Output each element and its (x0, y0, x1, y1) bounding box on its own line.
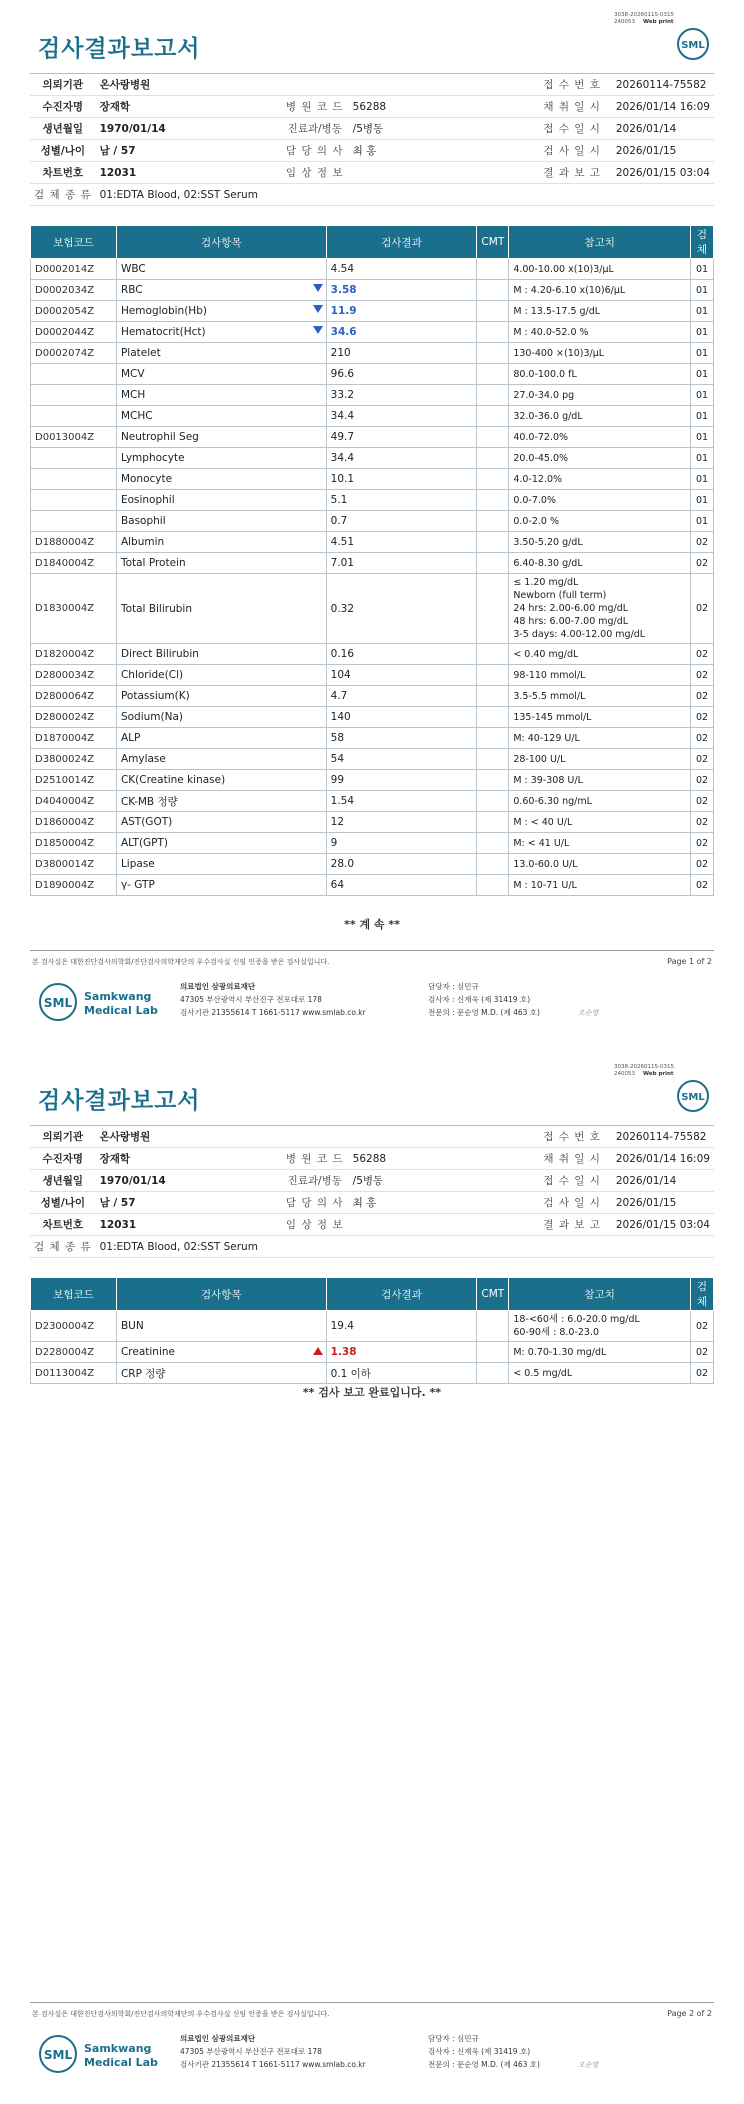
result-cell: 1.54 (326, 791, 477, 812)
cmt-cell (477, 1363, 509, 1384)
staff-info: 담당자 : 심민규 검사자 : 신재욱 (제 31419 호) 전문의 : 문순영 M.D. (제 463 호) (428, 2034, 540, 2069)
header-item: 검사항목 (116, 226, 326, 259)
test-item-cell: Hematocrit(Hct) (116, 322, 326, 343)
svg-text:SML: SML (681, 40, 705, 51)
reference-cell: 4.00-10.00 x(10)3/μL (509, 259, 691, 280)
result-cell: 54 (326, 749, 477, 770)
result-cell: 4.51 (326, 532, 477, 553)
low-flag-icon (313, 326, 323, 334)
reference-cell: 98-110 mmol/L (509, 665, 691, 686)
test-item-cell: ALP (116, 728, 326, 749)
reference-cell: 135-145 mmol/L (509, 707, 691, 728)
reference-cell: M : 39-308 U/L (509, 770, 691, 791)
specimen-cell: 02 (690, 749, 713, 770)
insurance-code-cell (31, 364, 117, 385)
insurance-code-cell: D1830004Z (31, 574, 117, 644)
result-cell: 9 (326, 833, 477, 854)
specimen-cell: 01 (690, 469, 713, 490)
result-cell: 0.32 (326, 574, 477, 644)
cmt-cell (477, 1342, 509, 1363)
specimen-cell: 02 (690, 791, 713, 812)
specimen-cell: 02 (690, 665, 713, 686)
result-cell: 28.0 (326, 854, 477, 875)
result-cell: 49.7 (326, 427, 477, 448)
insurance-code-cell: D0002074Z (31, 343, 117, 364)
samkwang-logo (38, 2032, 158, 2078)
insurance-code-cell: D2800024Z (31, 707, 117, 728)
reference-cell: M : 10-71 U/L (509, 875, 691, 896)
reference-cell: 18-<60세 : 6.0-20.0 mg/dL 60-90세 : 8.0-23.0 (509, 1311, 691, 1342)
table-row (31, 574, 714, 644)
signature: 오순영 (578, 1009, 599, 1017)
table-row (31, 1342, 714, 1363)
cmt-cell (477, 553, 509, 574)
reference-cell: 0.60-6.30 ng/mL (509, 791, 691, 812)
cmt-cell (477, 511, 509, 532)
specimen-cell: 01 (690, 364, 713, 385)
specimen-cell: 01 (690, 385, 713, 406)
result-cell: 12 (326, 812, 477, 833)
result-cell: 33.2 (326, 385, 477, 406)
result-cell: 10.1 (326, 469, 477, 490)
result-cell: 58 (326, 728, 477, 749)
result-cell: 34.6 (326, 322, 477, 343)
low-flag-icon (313, 305, 323, 313)
reference-cell: 13.0-60.0 U/L (509, 854, 691, 875)
test-item-cell: Neutrophil Seg (116, 427, 326, 448)
result-cell: 96.6 (326, 364, 477, 385)
accreditation-note: 본 검사실은 대한진단검사의학회/진단검사의학재단의 우수검사실 신임 인증을 받은 검사실입니다. (32, 958, 330, 966)
result-cell: 104 (326, 665, 477, 686)
specimen-cell: 01 (690, 301, 713, 322)
result-cell: 4.7 (326, 686, 477, 707)
signature: 오순영 (578, 2061, 599, 2069)
specimen-cell: 01 (690, 343, 713, 364)
insurance-code-cell (31, 406, 117, 427)
cmt-cell (477, 770, 509, 791)
cmt-cell (477, 259, 509, 280)
test-item-cell: Chloride(Cl) (116, 665, 326, 686)
table-row (31, 1363, 714, 1384)
header-spec: 검체 (690, 1278, 713, 1311)
table-row (31, 728, 714, 749)
insurance-code-cell (31, 448, 117, 469)
table-row (31, 343, 714, 364)
test-item-cell: BUN (116, 1311, 326, 1342)
patient-info-table: 의뢰기관 온사랑병원 접 수 번 호 20260114-75582 수진자명 장재학 병 원 코 드 56288 채 취 일 시 2026/01/14 16:09 생년월일 1970/01/14 진료과/병동 /5병동 접 수 일 시 2026/01/14 성별/나이 남 / 57 담 당 의 사 최 홍 검 사 일 시 2026/01/15 차트번호 12031 임 상 정 보 결 과 보 고 2026/01/15 03:04 검 체 종 류 01:EDTA Blood, 02:SST Serum (30, 1126, 714, 1258)
header-result: 검사결과 (326, 1278, 477, 1311)
specimen-cell: 02 (690, 1311, 713, 1342)
reference-cell: M : 13.5-17.5 g/dL (509, 301, 691, 322)
table-row (31, 385, 714, 406)
test-item-cell: Eosinophil (116, 490, 326, 511)
header-code: 보험코드 (31, 226, 117, 259)
reference-cell: 32.0-36.0 g/dL (509, 406, 691, 427)
result-cell: 0.16 (326, 644, 477, 665)
result-cell: 0.7 (326, 511, 477, 532)
cmt-cell (477, 875, 509, 896)
table-row (31, 490, 714, 511)
cmt-cell (477, 343, 509, 364)
cmt-cell (477, 644, 509, 665)
cmt-cell (477, 791, 509, 812)
specimen-cell: 02 (690, 812, 713, 833)
test-item-cell: CK(Creatine kinase) (116, 770, 326, 791)
page-number: Page 1 of 2 (667, 957, 712, 966)
cmt-cell (477, 469, 509, 490)
insurance-code-cell: D0113004Z (31, 1363, 117, 1384)
cmt-cell (477, 322, 509, 343)
reference-cell: 4.0-12.0% (509, 469, 691, 490)
test-item-cell: Hemoglobin(Hb) (116, 301, 326, 322)
cmt-cell (477, 854, 509, 875)
table-row (31, 322, 714, 343)
insurance-code-cell (31, 511, 117, 532)
specimen-cell: 02 (690, 574, 713, 644)
specimen-cell: 02 (690, 686, 713, 707)
low-flag-icon (313, 284, 323, 292)
org-info: 의료법인 삼광의료재단 47305 부산광역시 부산진구 전포대로 178 검사기관 21355614 T 1661-5117 www.smlab.co.kr (180, 2034, 366, 2069)
org-info: 의료법인 삼광의료재단 47305 부산광역시 부산진구 전포대로 178 검사기관 21355614 T 1661-5117 www.smlab.co.kr (180, 982, 366, 1017)
test-item-cell: Lipase (116, 854, 326, 875)
insurance-code-cell: D1890004Z (31, 875, 117, 896)
cmt-cell (477, 574, 509, 644)
specimen-cell: 01 (690, 511, 713, 532)
test-item-cell: MCH (116, 385, 326, 406)
test-item-cell: Monocyte (116, 469, 326, 490)
result-cell: 1.38 (326, 1342, 477, 1363)
high-flag-icon (313, 1347, 323, 1355)
cmt-cell (477, 532, 509, 553)
insurance-code-cell: D1840004Z (31, 553, 117, 574)
specimen-cell: 02 (690, 770, 713, 791)
cmt-cell (477, 448, 509, 469)
table-row (31, 833, 714, 854)
result-cell: 11.9 (326, 301, 477, 322)
header-code: 보험코드 (31, 1278, 117, 1311)
cmt-cell (477, 364, 509, 385)
print-code: 3038-20260115-0315 240053 Web print (614, 12, 674, 25)
cmt-cell (477, 406, 509, 427)
insurance-code-cell (31, 469, 117, 490)
reference-cell: 80.0-100.0 fL (509, 364, 691, 385)
cmt-cell (477, 665, 509, 686)
reference-cell: M : 4.20-6.10 x(10)6/μL (509, 280, 691, 301)
specimen-cell: 02 (690, 644, 713, 665)
cmt-cell (477, 707, 509, 728)
reference-cell: 27.0-34.0 pg (509, 385, 691, 406)
report-page-2 (0, 1052, 744, 2104)
reference-cell: M : < 40 U/L (509, 812, 691, 833)
insurance-code-cell: D1880004Z (31, 532, 117, 553)
reference-cell: M: < 41 U/L (509, 833, 691, 854)
specimen-cell: 02 (690, 553, 713, 574)
result-cell: 19.4 (326, 1311, 477, 1342)
svg-text:Medical Lab: Medical Lab (84, 2056, 158, 2069)
svg-text:SML: SML (681, 1092, 705, 1103)
reference-cell: < 0.5 mg/dL (509, 1363, 691, 1384)
reference-cell: 28-100 U/L (509, 749, 691, 770)
insurance-code-cell (31, 385, 117, 406)
test-item-cell: Lymphocyte (116, 448, 326, 469)
table-row (31, 301, 714, 322)
result-cell: 4.54 (326, 259, 477, 280)
reference-cell: M: 40-129 U/L (509, 728, 691, 749)
test-item-cell: γ- GTP (116, 875, 326, 896)
reference-cell: 3.50-5.20 g/dL (509, 532, 691, 553)
specimen-cell: 01 (690, 406, 713, 427)
reference-cell: < 0.40 mg/dL (509, 644, 691, 665)
insurance-code-cell: D2800034Z (31, 665, 117, 686)
test-item-cell: Basophil (116, 511, 326, 532)
cmt-cell (477, 812, 509, 833)
insurance-code-cell: D0002014Z (31, 259, 117, 280)
table-row (31, 686, 714, 707)
test-item-cell: Albumin (116, 532, 326, 553)
reference-cell: M: 0.70-1.30 mg/dL (509, 1342, 691, 1363)
table-row (31, 707, 714, 728)
insurance-code-cell (31, 490, 117, 511)
reference-cell: 0.0-7.0% (509, 490, 691, 511)
specimen-cell: 02 (690, 1363, 713, 1384)
insurance-code-cell: D2510014Z (31, 770, 117, 791)
specimen-cell: 02 (690, 875, 713, 896)
header-result: 검사결과 (326, 226, 477, 259)
specimen-cell: 01 (690, 280, 713, 301)
svg-text:Samkwang: Samkwang (84, 990, 152, 1003)
result-cell: 3.58 (326, 280, 477, 301)
result-cell: 140 (326, 707, 477, 728)
table-row (31, 770, 714, 791)
table-row (31, 1311, 714, 1342)
continued-label: ** 계 속 ** (344, 918, 400, 931)
test-item-cell: MCHC (116, 406, 326, 427)
result-cell: 0.1 이하 (326, 1363, 477, 1384)
test-item-cell: ALT(GPT) (116, 833, 326, 854)
header-ref: 참고치 (509, 226, 691, 259)
test-item-cell: Direct Bilirubin (116, 644, 326, 665)
table-row (31, 791, 714, 812)
cmt-cell (477, 749, 509, 770)
svg-text:SML: SML (43, 2048, 73, 2062)
result-cell: 64 (326, 875, 477, 896)
cmt-cell (477, 833, 509, 854)
cmt-cell (477, 686, 509, 707)
result-cell: 5.1 (326, 490, 477, 511)
insurance-code-cell: D4040004Z (31, 791, 117, 812)
test-item-cell: AST(GOT) (116, 812, 326, 833)
insurance-code-cell: D0002054Z (31, 301, 117, 322)
cmt-cell (477, 427, 509, 448)
specimen-cell: 02 (690, 1342, 713, 1363)
table-row (31, 259, 714, 280)
table-row (31, 406, 714, 427)
patient-info-table: 의뢰기관 온사랑병원 접 수 번 호 20260114-75582 수진자명 장재학 병 원 코 드 56288 채 취 일 시 2026/01/14 16:09 생년월일 1970/01/14 진료과/병동 /5병동 접 수 일 시 2026/01/14 성별/나이 남 / 57 담 당 의 사 최 홍 검 사 일 시 2026/01/15 차트번호 12031 임 상 정 보 결 과 보 고 2026/01/15 03:04 검 체 종 류 01:EDTA Blood, 02:SST Serum (30, 74, 714, 206)
insurance-code-cell: D2300004Z (31, 1311, 117, 1342)
result-cell: 7.01 (326, 553, 477, 574)
cmt-cell (477, 490, 509, 511)
accreditation-note: 본 검사실은 대한진단검사의학회/진단검사의학재단의 우수검사실 신임 인증을 받은 검사실입니다. (32, 2010, 330, 2018)
table-row (31, 854, 714, 875)
table-row (31, 644, 714, 665)
svg-text:SML: SML (43, 996, 73, 1010)
test-item-cell: Platelet (116, 343, 326, 364)
insurance-code-cell: D1820004Z (31, 644, 117, 665)
specimen-cell: 01 (690, 322, 713, 343)
insurance-code-cell: D0002034Z (31, 280, 117, 301)
cmt-cell (477, 385, 509, 406)
table-row (31, 553, 714, 574)
reference-cell: 0.0-2.0 % (509, 511, 691, 532)
test-item-cell: CRP 정량 (116, 1363, 326, 1384)
svg-text:Medical Lab: Medical Lab (84, 1004, 158, 1017)
test-item-cell: RBC (116, 280, 326, 301)
cmt-cell (477, 728, 509, 749)
completed-label: ** 검사 보고 완료입니다. ** (302, 1386, 442, 1399)
page-number: Page 2 of 2 (667, 2009, 712, 2018)
insurance-code-cell: D3800024Z (31, 749, 117, 770)
test-item-cell: Creatinine (116, 1342, 326, 1363)
specimen-cell: 01 (690, 259, 713, 280)
insurance-code-cell: D1870004Z (31, 728, 117, 749)
result-cell: 34.4 (326, 448, 477, 469)
svg-text:Samkwang: Samkwang (84, 2042, 152, 2055)
test-item-cell: Total Protein (116, 553, 326, 574)
results-table (30, 225, 714, 896)
results-table (30, 1277, 714, 1384)
test-item-cell: MCV (116, 364, 326, 385)
cmt-cell (477, 301, 509, 322)
footer-rule (30, 950, 714, 951)
cmt-cell (477, 1311, 509, 1342)
test-item-cell: Total Bilirubin (116, 574, 326, 644)
table-row (31, 665, 714, 686)
footer-rule (30, 2002, 714, 2003)
reference-cell: M : 40.0-52.0 % (509, 322, 691, 343)
specimen-cell: 01 (690, 427, 713, 448)
test-item-cell: WBC (116, 259, 326, 280)
test-item-cell: Sodium(Na) (116, 707, 326, 728)
insurance-code-cell: D0013004Z (31, 427, 117, 448)
reference-cell: 20.0-45.0% (509, 448, 691, 469)
header-cmt: CMT (477, 226, 509, 259)
specimen-cell: 01 (690, 490, 713, 511)
reference-cell: 6.40-8.30 g/dL (509, 553, 691, 574)
reference-cell: 3.5-5.5 mmol/L (509, 686, 691, 707)
print-code: 3038-20260115-0315 240053 Web print (614, 1064, 674, 1077)
header-spec: 검체 (690, 226, 713, 259)
insurance-code-cell: D3800014Z (31, 854, 117, 875)
table-row (31, 875, 714, 896)
cmt-cell (477, 280, 509, 301)
reference-cell: 40.0-72.0% (509, 427, 691, 448)
result-cell: 34.4 (326, 406, 477, 427)
insurance-code-cell: D2280004Z (31, 1342, 117, 1363)
table-row (31, 511, 714, 532)
table-row (31, 749, 714, 770)
specimen-cell: 02 (690, 728, 713, 749)
specimen-cell: 02 (690, 707, 713, 728)
sml-logo-icon (676, 27, 710, 61)
result-cell: 99 (326, 770, 477, 791)
samkwang-logo (38, 980, 158, 1026)
page-title: 검사결과보고서 (38, 1088, 201, 1114)
specimen-cell: 02 (690, 833, 713, 854)
specimen-cell: 02 (690, 854, 713, 875)
reference-cell: ≤ 1.20 mg/dL Newborn (full term) 24 hrs: 2.00-6.00 mg/dL 48 hrs: 6.00-7.00 mg/dL 3-5 days: 4.00-12.00 mg/dL (509, 574, 691, 644)
page-title: 검사결과보고서 (38, 36, 201, 62)
table-row (31, 448, 714, 469)
header-item: 검사항목 (116, 1278, 326, 1311)
table-row (31, 427, 714, 448)
insurance-code-cell: D2800064Z (31, 686, 117, 707)
insurance-code-cell: D1850004Z (31, 833, 117, 854)
test-item-cell: CK-MB 정량 (116, 791, 326, 812)
staff-info: 담당자 : 심민규 검사자 : 신재욱 (제 31419 호) 전문의 : 문순영 M.D. (제 463 호) (428, 982, 540, 1017)
table-row (31, 280, 714, 301)
reference-cell: 130-400 ×(10)3/μL (509, 343, 691, 364)
table-row (31, 364, 714, 385)
header-cmt: CMT (477, 1278, 509, 1311)
specimen-cell: 02 (690, 532, 713, 553)
insurance-code-cell: D1860004Z (31, 812, 117, 833)
insurance-code-cell: D0002044Z (31, 322, 117, 343)
sml-logo-icon (676, 1079, 710, 1113)
test-item-cell: Potassium(K) (116, 686, 326, 707)
table-row (31, 469, 714, 490)
table-row (31, 532, 714, 553)
header-ref: 참고치 (509, 1278, 691, 1311)
table-row (31, 812, 714, 833)
specimen-cell: 01 (690, 448, 713, 469)
test-item-cell: Amylase (116, 749, 326, 770)
result-cell: 210 (326, 343, 477, 364)
